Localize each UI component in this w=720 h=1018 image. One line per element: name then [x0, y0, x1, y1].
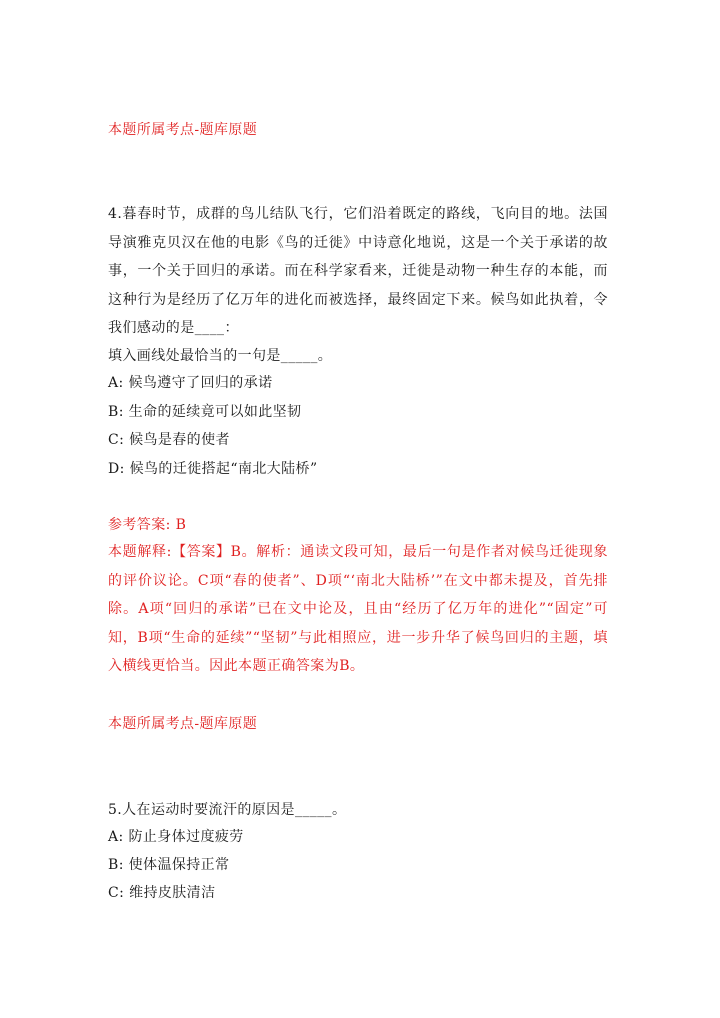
question-5-option-a: A: 防止身体过度疲劳: [108, 829, 244, 845]
question-4-option-c: C: 候鸟是春的使者: [108, 432, 230, 448]
question-5-option-c: C: 维持皮肤清洁: [108, 885, 216, 901]
answer-line: 参考答案: B: [108, 517, 187, 533]
section-tag: 本题所属考点-题库原题: [108, 716, 258, 732]
answer-explanation: 本题解释:【答案】B。解析：通读文段可知，最后一句是作者对候鸟迁徙现象的评价议论。C项“春的使者”、D项“‘南北大陆桥’”在文中都未提及，首先排除。A项“回归的承诺”已在文中论及，且由“经历了亿万年的进化”“固定”可知，B项“生命的延续”“坚韧”与此相照应，进一步升华了候鸟回归的主题，填入横线更恰当。因此本题正确答案为B。: [108, 544, 608, 675]
question-4-stem: 4.暮春时节，成群的鸟儿结队飞行，它们沿着既定的路线，飞向目的地。法国导演雅克贝汉在他的电影《鸟的迁徙》中诗意化地说，这是一个关于承诺的故事，一个关于回归的承诺。而在科学家看来，迁徙是动物一种生存的本能，而这种行为是经历了亿万年的进化而被选择，最终固定下来。候鸟如此执着，令我们感动的是____：: [108, 206, 608, 337]
question-4-option-a: A: 候鸟遵守了回归的承诺: [108, 375, 273, 391]
question-4-prompt: 填入画线处最恰当的一句是_____。: [108, 348, 333, 364]
question-4-option-d: D: 候鸟的迁徙搭起“南北大陆桥”: [108, 461, 318, 477]
question-5-stem: 5.人在运动时要流汗的原因是_____。: [108, 802, 347, 818]
question-4-option-b: B: 生命的延续竟可以如此坚韧: [108, 404, 302, 420]
section-tag: 本题所属考点-题库原题: [108, 122, 258, 138]
question-5-option-b: B: 使体温保持正常: [108, 857, 230, 873]
